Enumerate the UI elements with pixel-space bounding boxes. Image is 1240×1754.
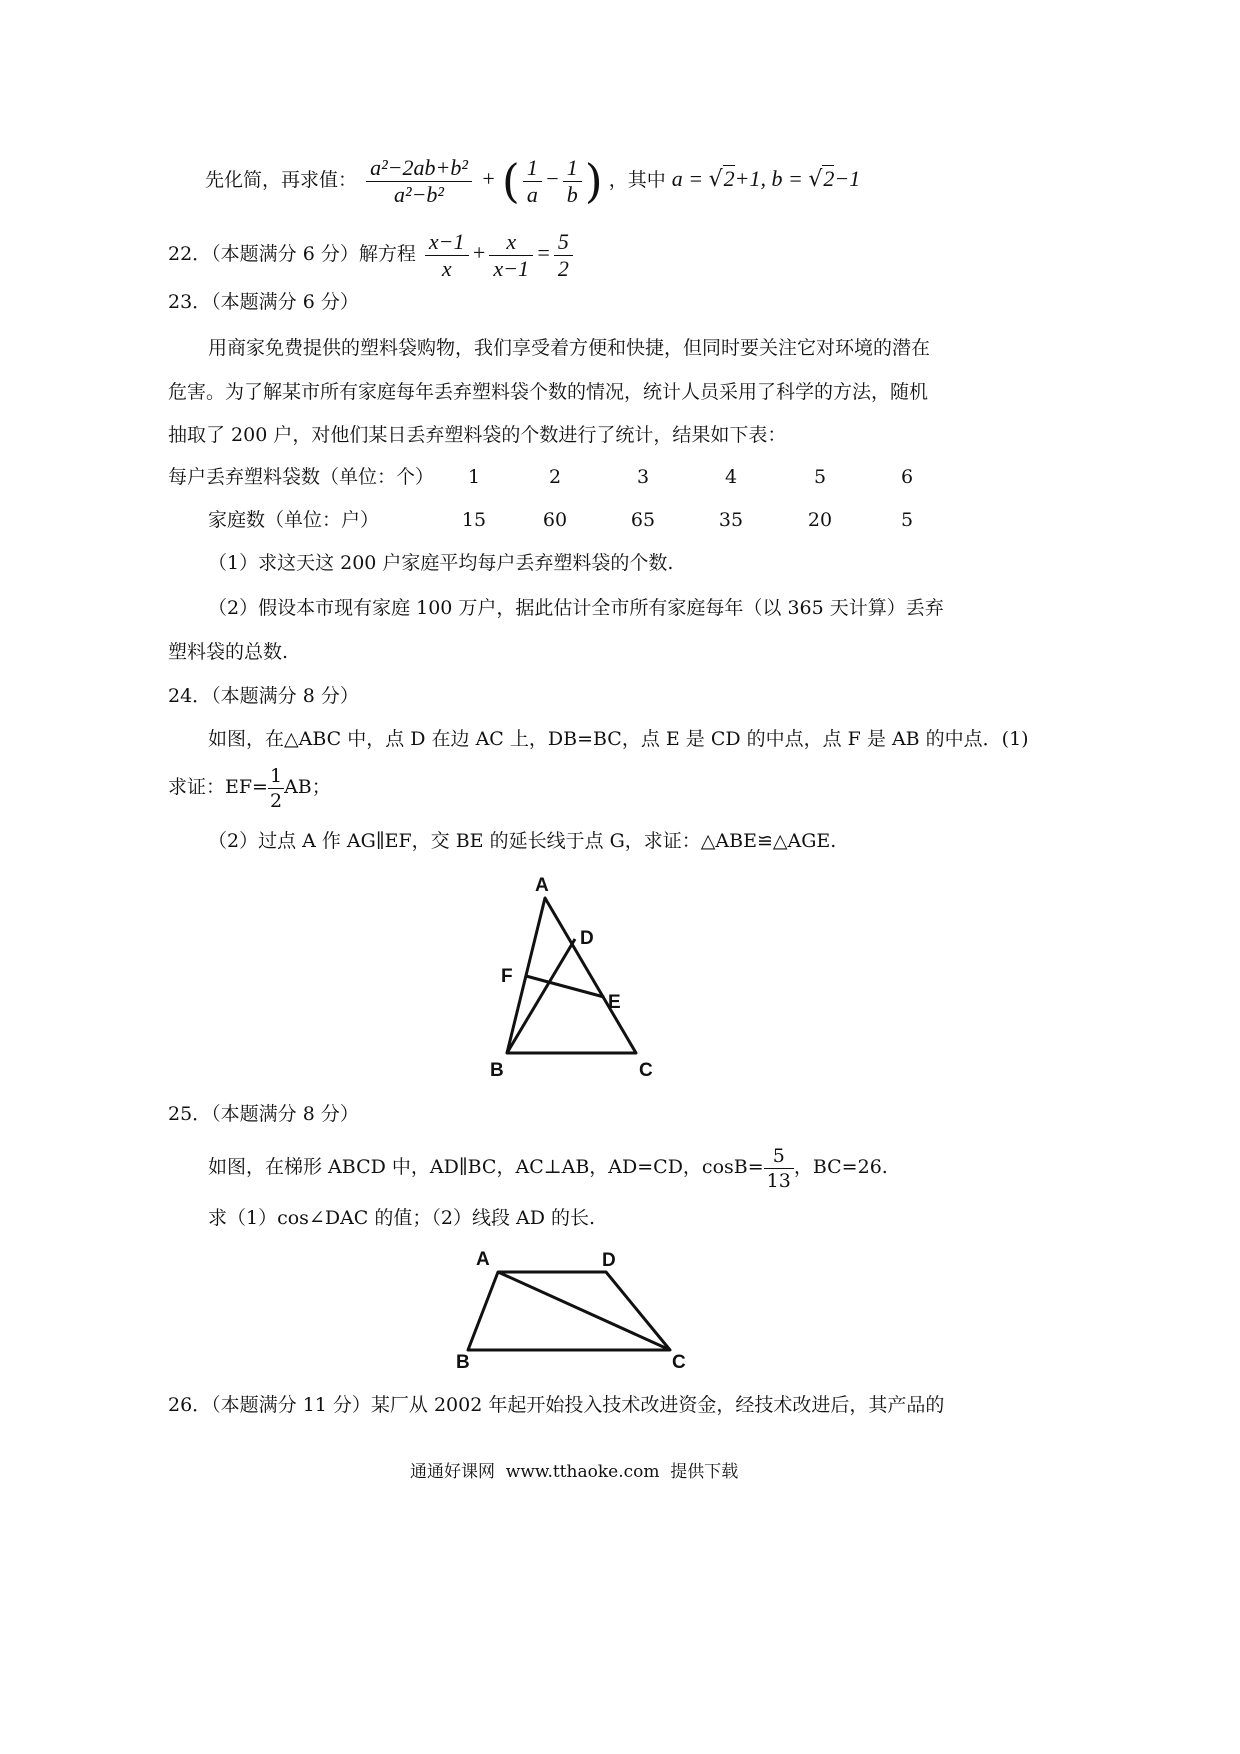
fraction-numerator: x−1 — [425, 229, 469, 256]
label-c: C — [672, 1352, 686, 1373]
fraction-numerator: 1 — [523, 155, 542, 182]
table-cell: 15 — [461, 509, 487, 531]
q25-given-suffix: ，BC=26. — [793, 1156, 888, 1178]
plus-sign: + — [471, 240, 487, 265]
minus-sign: − — [544, 166, 560, 191]
q22-fraction-1 — [425, 229, 469, 282]
q24-sub-question-2: （2）过点 A 作 AG∥EF，交 BE 的延长线于点 G，求证：△ABE≌△AGE. — [208, 830, 837, 852]
fraction-numerator: 1 — [563, 155, 582, 182]
q23-paragraph-line-1: 用商家免费提供的塑料袋购物，我们享受着方便和快捷，但同时要关注它对环境的潜在 — [208, 337, 931, 359]
label-a: A — [535, 875, 549, 896]
simplify-main-fraction — [366, 155, 472, 208]
q25-given-prefix: 如图，在梯形 ABCD 中，AD∥BC，AC⊥AB，AD=CD，cosB= — [208, 1156, 764, 1178]
table-cell: 2 — [548, 466, 562, 488]
a-value-pre: a = — [671, 166, 709, 191]
trapezoid-lines — [468, 1272, 670, 1350]
fraction-denominator: a — [526, 181, 538, 207]
question-22 — [168, 222, 576, 285]
fraction-numerator: 5 — [764, 1144, 794, 1169]
q24-prove-suffix: AB； — [284, 776, 331, 798]
q22-heading: 22．（本题满分 6 分）解方程 — [168, 243, 416, 265]
footer-source: 通通好课网 www.tthaoke.com 提供下载 — [410, 1462, 739, 1482]
table-row-2 — [168, 508, 968, 532]
table-cell: 1 — [467, 466, 481, 488]
label-b: B — [456, 1352, 470, 1373]
sqrt-sign-icon: √ — [808, 167, 823, 192]
right-paren: ) — [584, 154, 603, 208]
triangle-lines — [507, 898, 636, 1053]
q23-sub-question-2-cont: 塑料袋的总数. — [168, 641, 289, 663]
q25-paragraph-line-2: 求（1）cos∠DAC 的值；（2）线段 AD 的长. — [208, 1207, 596, 1229]
label-c: C — [639, 1060, 653, 1081]
q25-heading: 25．（本题满分 8 分） — [168, 1103, 359, 1125]
table-cell: 3 — [636, 466, 650, 488]
sqrt-sign-icon: √ — [708, 167, 723, 192]
fraction-1-over-b — [563, 155, 582, 208]
diagonal-ac — [498, 1272, 670, 1350]
fraction-denominator: x — [441, 255, 452, 281]
trapezoid-abcd — [468, 1272, 670, 1350]
table-cell: 20 — [807, 509, 833, 531]
fraction-denominator: 2 — [557, 255, 569, 281]
q23-sub-question-2: （2）假设本市现有家庭 100 万户，据此估计全市所有家庭每年（以 365 天计算）丢弃 — [208, 597, 944, 619]
q24-triangle-figure — [490, 873, 690, 1083]
table-cell: 5 — [900, 509, 914, 531]
a-value-post: +1, b = — [734, 166, 809, 191]
where-text: ，其中 — [608, 169, 666, 191]
table-cell: 35 — [718, 509, 744, 531]
fraction-denominator: 2 — [269, 789, 283, 812]
fraction-numerator: x — [489, 229, 533, 256]
a-sqrt — [709, 166, 735, 191]
q22-fraction-3 — [554, 229, 573, 282]
q25-paragraph-line-1 — [208, 1136, 888, 1198]
q23-heading: 23．（本题满分 6 分） — [168, 291, 359, 313]
table-row-label: 每户丢弃塑料袋数（单位：个） — [168, 466, 435, 488]
q25-trapezoid-figure — [450, 1244, 700, 1374]
table-cell: 5 — [813, 466, 827, 488]
b-sqrt — [808, 166, 834, 191]
sqrt-radicand: 2 — [823, 166, 835, 191]
label-a: A — [476, 1249, 490, 1270]
b-value-post: −1 — [834, 166, 861, 191]
q24-paragraph-line-1: 如图，在△ABC 中，点 D 在边 AC 上，DB=BC，点 E 是 CD 的中点，点 F 是 AB 的中点．(1) — [208, 728, 1029, 750]
fraction-1-over-a — [523, 155, 542, 208]
table-cell: 65 — [630, 509, 656, 531]
q25-cos-fraction — [764, 1144, 794, 1193]
label-d: D — [580, 928, 594, 949]
q24-heading: 24．（本题满分 8 分） — [168, 685, 359, 707]
q24-half-fraction — [268, 764, 284, 813]
fraction-denominator: b — [566, 181, 578, 207]
table-cell: 4 — [724, 466, 738, 488]
plus-sign: + — [481, 166, 496, 191]
sqrt-radicand: 2 — [723, 166, 735, 191]
fraction-numerator: 1 — [269, 764, 283, 787]
q23-paragraph-line-2: 危害。为了解某市所有家庭每年丢弃塑料袋个数的情况，统计人员采用了科学的方法，随机 — [168, 381, 929, 403]
label-d: D — [602, 1250, 616, 1271]
table-row-1 — [168, 465, 968, 489]
label-f: F — [501, 966, 513, 987]
label-e: E — [608, 992, 621, 1013]
simplify-prefix: 先化简，再求值： — [205, 169, 358, 191]
q22-fraction-2 — [489, 229, 533, 282]
table-cell: 60 — [542, 509, 568, 531]
label-b: B — [490, 1060, 504, 1081]
fraction-denominator: a²−b² — [393, 181, 445, 207]
table-row-label: 家庭数（单位：户） — [208, 509, 380, 531]
equals-sign: = — [536, 240, 551, 265]
fraction-numerator: a²−2ab+b² — [366, 155, 472, 182]
q23-sub-question-1: （1）求这天这 200 户家庭平均每户丢弃塑料袋的个数. — [208, 552, 674, 574]
fraction-numerator: 5 — [554, 229, 573, 256]
table-cell: 6 — [900, 466, 914, 488]
q23-paragraph-line-3: 抽取了 200 户，对他们某日丢弃塑料袋的个数进行了统计，结果如下表： — [168, 424, 787, 446]
q24-paragraph-line-2 — [168, 756, 331, 818]
segment-bd — [507, 939, 575, 1053]
simplify-line — [205, 148, 860, 211]
fraction-denominator: x−1 — [493, 255, 530, 281]
fraction-denominator: 13 — [766, 1169, 791, 1192]
q24-prove-prefix: 求证：EF= — [168, 776, 268, 798]
left-paren: ( — [501, 154, 520, 208]
q26-text: 26．（本题满分 11 分）某厂从 2002 年起开始投入技术改进资金，经技术改进后，其产品的 — [168, 1394, 945, 1416]
